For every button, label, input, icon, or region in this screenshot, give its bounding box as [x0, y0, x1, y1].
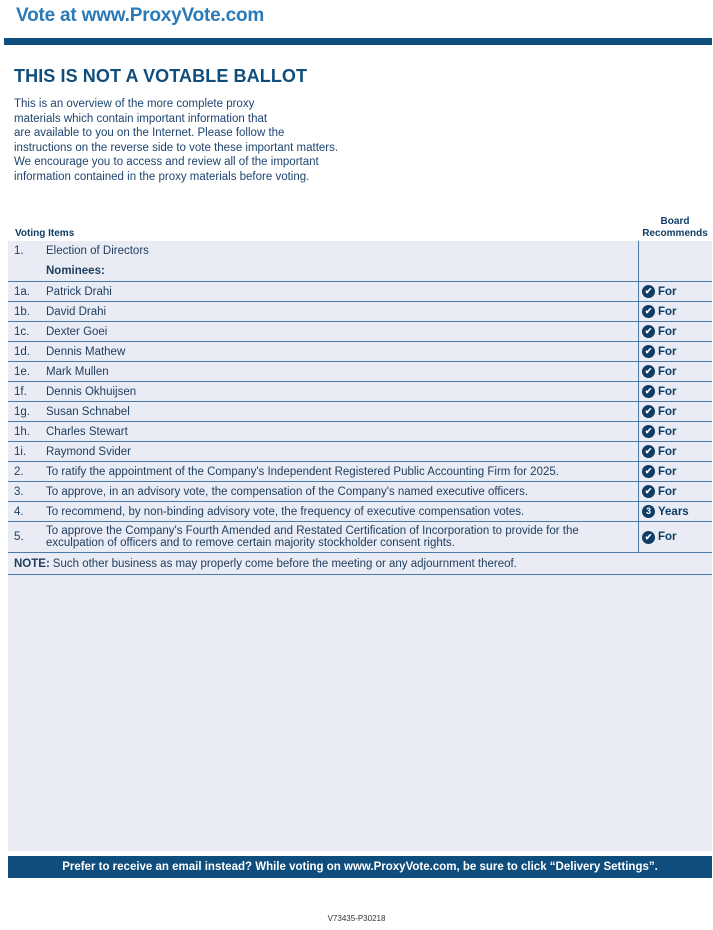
recommendation-label: For: [658, 465, 677, 478]
table-row: [8, 422, 712, 442]
item-number: 1.: [14, 245, 24, 257]
check-icon: ✔: [642, 425, 655, 438]
banner-text: Prefer to receive an email instead? While voting on www.ProxyVote.com, be sure to click “Delivery Settings”.: [62, 861, 658, 873]
item-text: To ratify the appointment of the Company's Independent Registered Public Accounting Firm for 2025.: [46, 465, 559, 478]
item-text: Dexter Goei: [46, 325, 108, 338]
item-text: Mark Mullen: [46, 365, 109, 378]
item-number: 5.: [14, 531, 24, 543]
recommendation-label: For: [658, 425, 677, 438]
voting-items-header: Voting Items: [15, 228, 75, 239]
recommendation-cell: [638, 261, 712, 281]
document-code: V73435-P30218: [327, 914, 386, 923]
voting-items-table: [8, 241, 712, 575]
note-text: Such other business as may properly come before the meeting or any adjournment thereof.: [52, 557, 517, 570]
table-row: [8, 462, 712, 482]
recommendation-cell: [638, 362, 712, 381]
item-number: 1e.: [14, 365, 30, 378]
intro-line: We encourage you to access and review all of the important: [14, 156, 319, 168]
recommendation-label: For: [658, 405, 677, 418]
check-icon: ✔: [642, 531, 655, 544]
table-row: [8, 382, 712, 402]
check-icon: ✔: [642, 345, 655, 358]
recommendation-cell: [638, 442, 712, 461]
table-row: [8, 502, 712, 522]
table-row: [8, 302, 712, 322]
recommendation-cell: [638, 282, 712, 301]
check-icon: ✔: [642, 365, 655, 378]
nominees-label: Nominees:: [46, 265, 105, 277]
recommendation-label: For: [658, 385, 677, 398]
table-row: [8, 362, 712, 382]
recommendation-label: For: [658, 531, 677, 543]
item-text: To approve the Company's Fourth Amended and Restated Certification of Incorporation to provide for the exculpation of officers and to remove certain majority stockholder consent rights.: [46, 525, 579, 549]
item-text: Dennis Mathew: [46, 345, 126, 358]
recommendation-cell: [638, 462, 712, 481]
item-number: 1f.: [14, 385, 27, 398]
item-text: To approve, in an advisory vote, the compensation of the Company's named executive officers.: [46, 485, 529, 498]
recommendation-cell: [638, 482, 712, 501]
delivery-settings-banner: [8, 856, 712, 878]
check-icon: ✔: [642, 385, 655, 398]
note-row: [8, 553, 712, 575]
item-text: David Drahi: [46, 305, 107, 318]
board-recommends-header: [639, 216, 711, 240]
recommendation-label: For: [658, 305, 677, 318]
item-number: 2.: [14, 465, 24, 478]
recommendation-label: For: [658, 345, 677, 358]
table-row: [8, 442, 712, 462]
election-row: [8, 241, 712, 261]
intro-line: materials which contain important information that: [14, 112, 268, 125]
board-header-line: Board: [660, 216, 690, 227]
intro-line: instructions on the reverse side to vote these important matters.: [14, 141, 339, 154]
recommendation-cell: [638, 502, 712, 521]
recommendation-label: For: [658, 285, 677, 298]
item-text: Charles Stewart: [46, 425, 128, 438]
check-icon: ✔: [642, 285, 655, 298]
recommendation-cell: [638, 382, 712, 401]
note-label: NOTE:: [14, 557, 50, 570]
recommendation-cell: [638, 241, 712, 261]
item-number: 1d.: [14, 345, 30, 358]
table-row: [8, 322, 712, 342]
item-number: 4.: [14, 505, 24, 518]
intro-paragraph: [14, 97, 338, 184]
recommendation-label: For: [658, 445, 677, 458]
check-icon: ✔: [642, 305, 655, 318]
recommendation-label: For: [658, 485, 677, 498]
item-number: 1a.: [14, 285, 30, 298]
check-icon: ✔: [642, 485, 655, 498]
item-number: 1g.: [14, 405, 30, 418]
recommendation-cell: [638, 422, 712, 441]
item-number: 1b.: [14, 305, 30, 318]
header-divider: [4, 38, 712, 45]
table-row: [8, 522, 712, 553]
check-icon: ✔: [642, 445, 655, 458]
recommendation-label: Years: [658, 505, 689, 518]
number-three-icon: 3: [642, 505, 655, 518]
item-number: 3.: [14, 485, 24, 498]
item-number: 1i.: [14, 445, 27, 458]
nominees-label-row: [8, 261, 712, 282]
item-text: To recommend, by non-binding advisory vote, the frequency of executive compensation votes.: [46, 505, 525, 518]
check-icon: ✔: [642, 325, 655, 338]
table-row: [8, 342, 712, 362]
recommendation-cell: [638, 342, 712, 361]
recommendation-label: For: [658, 325, 677, 338]
recommendation-cell: [638, 302, 712, 321]
recommendation-label: For: [658, 365, 677, 378]
table-row: [8, 282, 712, 302]
intro-line: are available to you on the Internet. Please follow the: [14, 127, 285, 139]
table-row: [8, 402, 712, 422]
recommendation-cell: [638, 522, 712, 552]
item-text: Election of Directors: [46, 245, 149, 257]
proxyvote-header-link[interactable]: Vote at www.ProxyVote.com: [16, 5, 265, 26]
intro-line: This is an overview of the more complete proxy: [14, 98, 255, 110]
check-icon: ✔: [642, 465, 655, 478]
intro-line: information contained in the proxy materials before voting.: [14, 170, 310, 183]
item-number: 1h.: [14, 425, 30, 438]
board-header-line: Recommends: [642, 228, 708, 239]
item-text: Patrick Drahi: [46, 285, 112, 298]
check-icon: ✔: [642, 405, 655, 418]
page-title: THIS IS NOT A VOTABLE BALLOT: [14, 66, 308, 86]
recommendation-cell: [638, 322, 712, 341]
table-row: [8, 482, 712, 502]
item-text: Raymond Svider: [46, 445, 132, 458]
item-text: Dennis Okhuijsen: [46, 385, 137, 398]
item-text: Susan Schnabel: [46, 405, 130, 418]
item-number: 1c.: [14, 325, 30, 338]
recommendation-cell: [638, 402, 712, 421]
